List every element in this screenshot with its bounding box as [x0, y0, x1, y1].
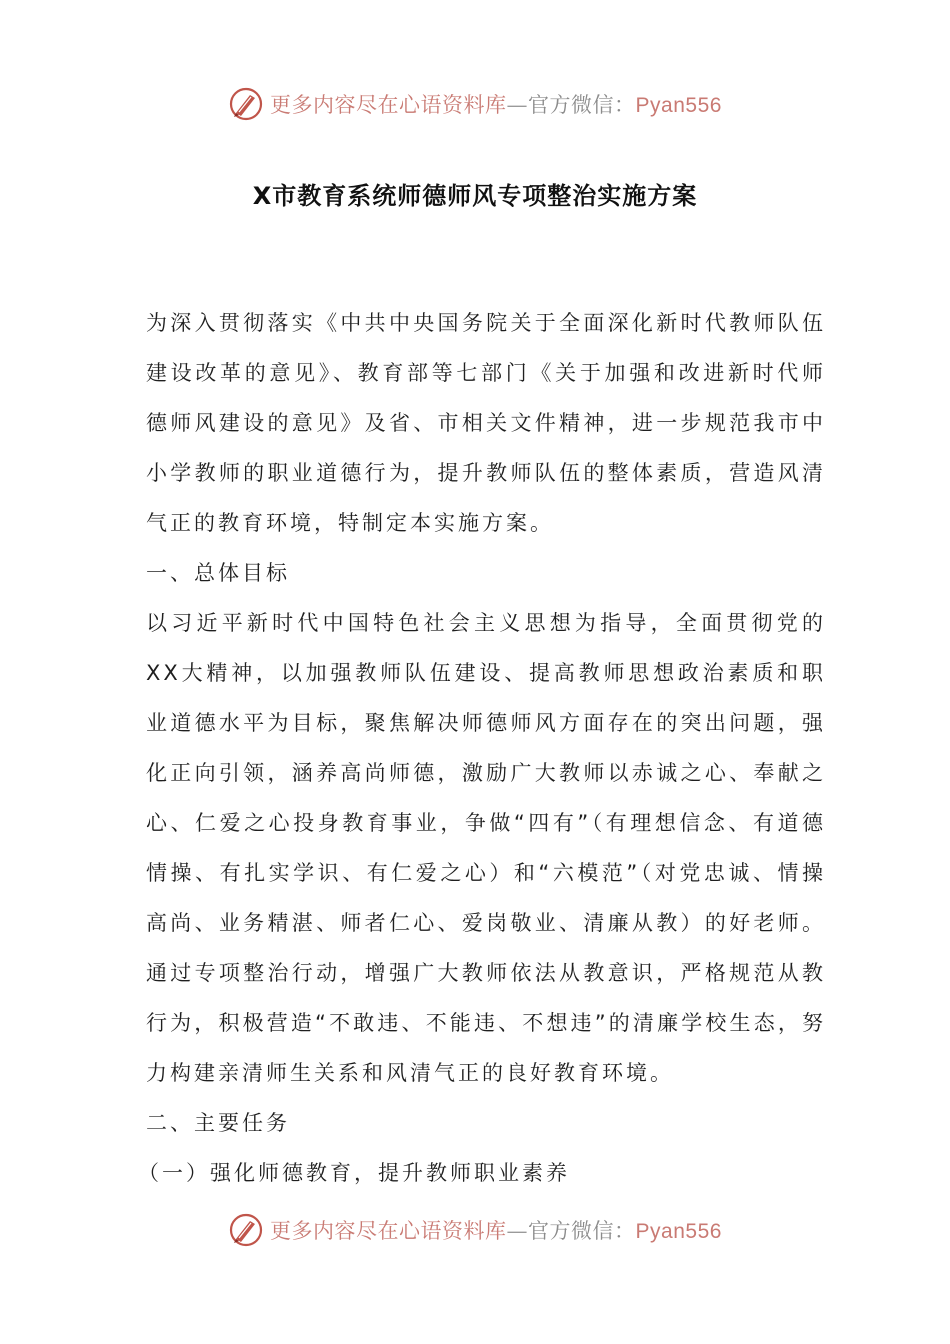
watermark-separator: —	[506, 93, 529, 117]
watermark-wechat-id: Pyan556	[635, 94, 722, 117]
intro-paragraph: 为深入贯彻落实《中共中央国务院关于全面深化新时代教师队伍建设改革的意见》、教育部等七部门《关于加强和改进新时代师德师风建设的意见》及省、市相关文件精神，进一步规范我市中小学教师的职业道德行为，提升教师队伍的整体素质，营造风清气正的教育环境，特制定本实施方案。	[146, 311, 826, 535]
watermark-brand: 更多内容尽在心语资料库	[270, 93, 507, 117]
watermark-text	[270, 1215, 722, 1245]
watermark-brand: 更多内容尽在心语资料库	[270, 1219, 507, 1243]
watermark-footer	[0, 1210, 950, 1250]
watermark-header	[0, 84, 950, 124]
subsection-heading-ethics-education: （一）强化师德教育，提升教师职业素养	[138, 1161, 570, 1185]
watermark-text	[270, 89, 722, 119]
section-heading-goals: 一、总体目标	[146, 561, 290, 585]
watermark-wechat-id: Pyan556	[635, 1220, 722, 1243]
pen-nib-circle-icon	[228, 86, 264, 122]
section-heading-tasks: 二、主要任务	[146, 1111, 290, 1135]
document-title: X市教育系统师德师风专项整治实施方案	[252, 182, 698, 210]
watermark-wechat-label: 官方微信：	[528, 1219, 636, 1243]
watermark-separator: —	[506, 1219, 529, 1243]
document-body	[138, 298, 826, 1198]
goals-paragraph: 以习近平新时代中国特色社会主义思想为指导，全面贯彻党的XX大精神，以加强教师队伍建设、提高教师思想政治素质和职业道德水平为目标，聚焦解决师德师风方面存在的突出问题，强化正向引领，涵养高尚师德，激励广大教师以赤诚之心、奉献之心、仁爱之心投身教育事业，争做“四有”（有理想信念、有道德情操、有扎实学识、有仁爱之心）和“六模范”（对党忠诚、情操高尚、业务精湛、师者仁心、爱岗敬业、清廉从教）的好老师。通过专项整治行动，增强广大教师依法从教意识，严格规范从教行为，积极营造“不敢违、不能违、不想违”的清廉学校生态，努力构建亲清师生关系和风清气正的良好教育环境。	[146, 611, 826, 1085]
watermark-wechat-label: 官方微信：	[528, 93, 636, 117]
pen-nib-circle-icon	[228, 1212, 264, 1248]
